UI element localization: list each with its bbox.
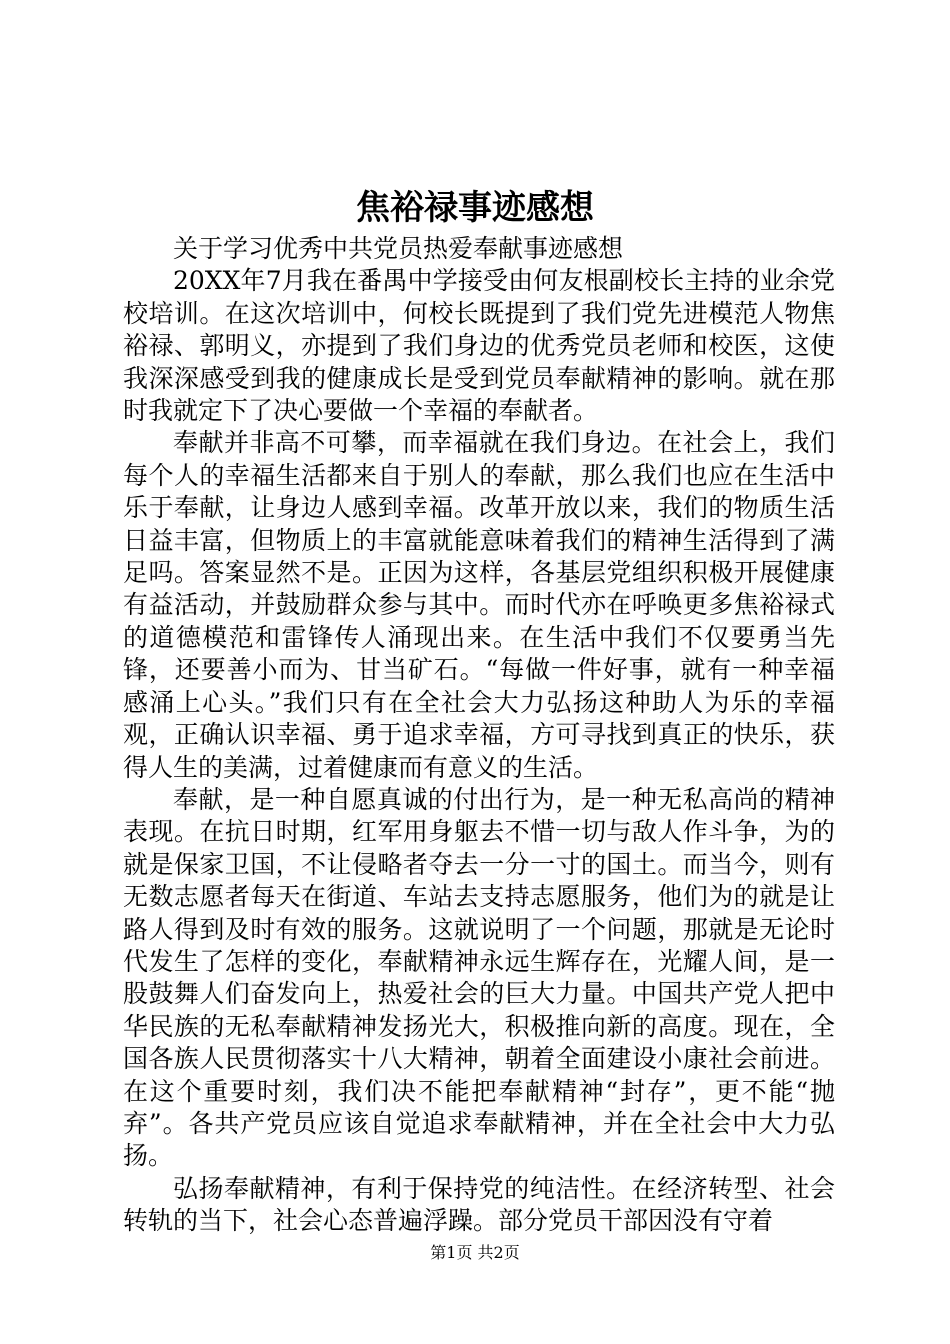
paragraph: 弘扬奉献精神，有利于保持党的纯洁性。在经济转型、社会转轨的当下，社会心态普遍浮躁。部分党员干部因没有守着: [123, 1173, 835, 1236]
document-body: [123, 233, 835, 1238]
document-title: 焦裕禄事迹感想: [356, 188, 594, 228]
paragraph: 奉献并非高不可攀，而幸福就在我们身边。在社会上，我们每个人的幸福生活都来自于别人的奉献，那么我们也应在生活中乐于奉献，让身边人感到幸福。改革开放以来，我们的物质生活日益丰富，但物质上的丰富就能意味着我们的精神生活得到了满足吗。答案显然不是。正因为这样，各基层党组织积极开展健康有益活动，并鼓励群众参与其中。而时代亦在呼唤更多焦裕禄式的道德模范和雷锋传人涌现出来。在生活中我们不仅要勇当先锋，还要善小而为、甘当矿石。“每做一件好事，就有一种幸福感涌上心头。”我们只有在全社会大力弘扬这种助人为乐的幸福观，正确认识幸福、勇于追求幸福，方可寻找到真正的快乐，获得人生的美满，过着健康而有意义的生活。: [123, 428, 835, 782]
paragraph-subtitle: 关于学习优秀中共党员热爱奉献事迹感想: [173, 234, 624, 263]
page-footer: 第1页 共2页: [430, 1243, 520, 1262]
paragraph: 20XX年7月我在番禺中学接受由何友根副校长主持的业余党校培训。在这次培训中，何校长既提到了我们党先进模范人物焦裕禄、郭明义，亦提到了我们身边的优秀党员老师和校医，这使我深深感受到我的健康成长是受到党员奉献精神的影响。就在那时我就定下了决心要做一个幸福的奉献者。: [123, 266, 835, 426]
paragraph: 奉献，是一种自愿真诚的付出行为，是一种无私高尚的精神表现。在抗日时期，红军用身躯去不惜一切与敌人作斗争，为的就是保家卫国，不让侵略者夺去一分一寸的国土。而当今，则有无数志愿者每天在街道、车站去支持志愿服务，他们为的就是让路人得到及时有效的服务。这就说明了一个问题，那就是无论时代发生了怎样的变化，奉献精神永远生辉存在，光耀人间，是一股鼓舞人们奋发向上，热爱社会的巨大力量。中国共产党人把中华民族的无私奉献精神发扬光大，积极推向新的高度。现在，全国各族人民贯彻落实十八大精神，朝着全面建设小康社会前进。在这个重要时刻，我们决不能把奉献精神“封存”，更不能“抛弃”。各共产党员应该自觉追求奉献精神，并在全社会中大力弘扬。: [123, 784, 835, 1171]
